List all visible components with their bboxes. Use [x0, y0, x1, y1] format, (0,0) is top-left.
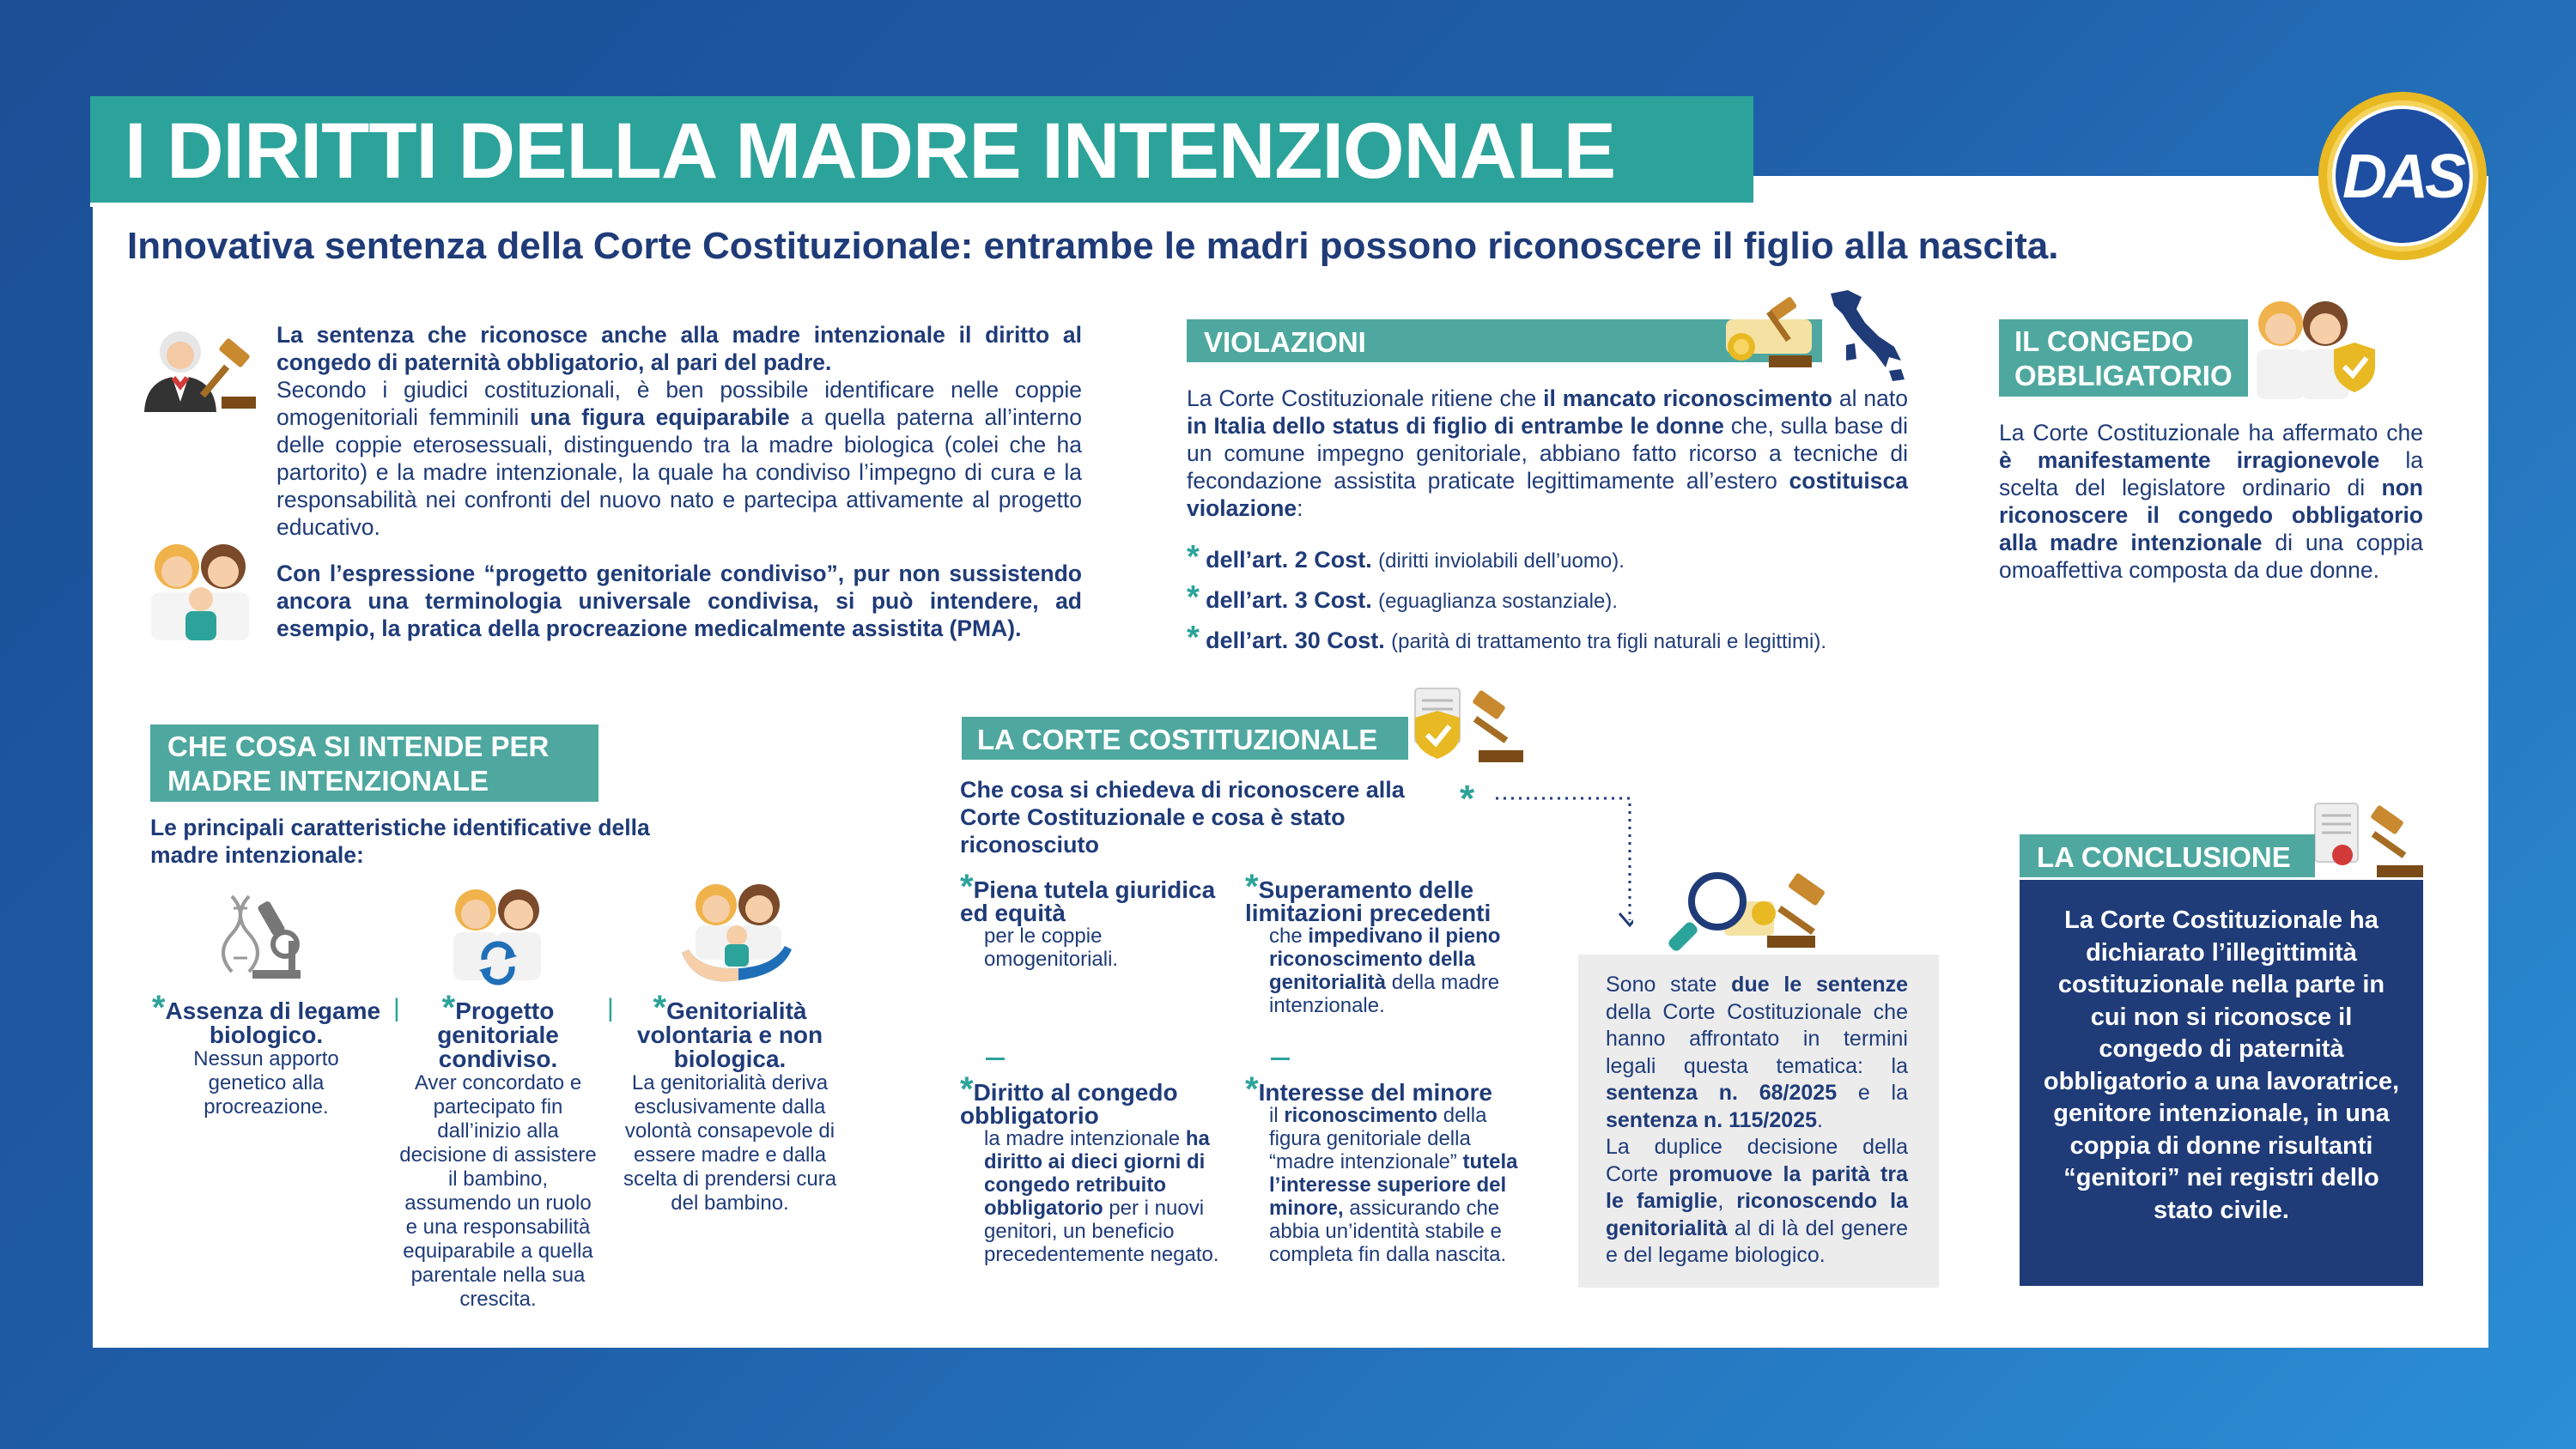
page-title: I DIRITTI DELLA MADRE INTENZIONALE — [125, 107, 1616, 195]
italy-map-icon — [1717, 285, 1911, 386]
conclusione-text: La Corte Costituzionale ha dichiarato l’illegittimità costituzionale nella parte in cui non si riconosce il congedo di paternità obbligatorio a una lavoratrice, genitore intenzionale, in una coppia di donne risultanti “genitori” nei registri dello stato civile. — [2043, 906, 2400, 1224]
two-mothers-child-icon — [146, 537, 256, 640]
corte-item-3: *Diritto al congedo obbligatorio la madre intenzionale ha diritto ai dieci giorni di congedo retribuito obbligatorio per i nuovi genitori, un beneficio precedentemente negato. — [960, 1070, 1219, 1266]
list-item: * dell’art. 3 Cost. (eguaglianza sostanziale). — [1187, 579, 1618, 615]
intende-intro: Le principali caratteristiche identificative della madre intenzionale: — [150, 815, 650, 868]
intende-heading: CHE COSA SI INTENDE PER MADRE INTENZIONALE — [150, 724, 598, 802]
corte-item-4: *Interesse del minore il riconoscimento della figura genitoriale della “madre intenzionale” tutela l’interesse superiore del minore, assicurando che abbia un’identità stabile e completa fin dalla nascita. — [1245, 1070, 1518, 1266]
das-logo — [2317, 90, 2488, 262]
feature-col-2: *Progetto genitoriale condiviso. Aver concordato e partecipato fin dall’inizio alla decisione di assistere il bambino, assumendo un ruolo e una responsabilità equiparabile a quella parentale nella sua crescita. — [399, 989, 597, 1311]
judge-icon — [136, 324, 264, 412]
magnifier-gavel-icon — [1664, 865, 1870, 955]
corte-heading: LA CORTE COSTITUZIONALE — [962, 717, 1408, 760]
violazioni-text: La Corte Costituzionale ritiene che il mancato riconoscimento al nato in Italia dello status di figlio di entrambe le donne che, sulla base di un comune impegno genitoriale, abbiano fatto ricorso a tecniche di fecondazione assistita praticate legittimamente all’estero costituisca violazione: — [1187, 385, 1908, 521]
certificate-gavel-icon — [2308, 798, 2428, 884]
subtitle: Innovativa sentenza della Corte Costituzionale: entrambe le madri possono riconoscere il figlio alla nascita. — [127, 225, 2059, 267]
list-item: * dell’art. 2 Cost. (diritti inviolabili dell’uomo). — [1187, 539, 1625, 575]
sentenze-text: Sono state due le sentenze della Corte Costituzionale che hanno affrontato in termini legali questa tematica: la sentenza n. 68/2025 e la sentenza n. 115/2025. La duplice decisione della Corte promuove la parità tra le famiglie, riconoscendo la genitorialità al di là del genere e del legame biologico. — [1606, 973, 1909, 1267]
microscope-dna-icon — [220, 889, 306, 984]
feature-col-1: *Assenza di legame biologico. Nessun apporto genetico alla procreazione. — [151, 989, 381, 1119]
corte-question: Che cosa si chiedeva di riconoscere alla Corte Costituzionale e cosa è stato riconosciuto — [960, 777, 1405, 858]
mothers-shield-icon — [2250, 296, 2379, 399]
feature-col-3: *Genitorialità volontaria e non biologica. La genitorialità deriva esclusivamente dalla volontà consapevole di essere madre e dalla scelta di prendersi cura del bambino. — [623, 989, 837, 1215]
document-gavel-icon — [1408, 685, 1528, 767]
logo-text: DAS — [2342, 142, 2464, 211]
mothers-cycle-icon — [447, 884, 550, 987]
family-hands-icon — [678, 881, 795, 987]
intro-paragraph-1: La sentenza che riconosce anche alla madre intenzionale il diritto al congedo di paternità obbligatorio, al pari del padre. Secondo i giudici costituzionali, è ben possibile identificare nelle coppie omogenitoriali femminili una figura equiparabile a quella paterna all’interno delle coppie eterosessuali, distinguendo tra la madre biologica (colei che ha partorito) e la madre intenzionale, la quale ha condiviso l’impegno di cura e la responsabilità nei confronti del nuovo nato e partecipa attivamente al progetto educativo. — [276, 322, 1082, 540]
connector-asterisk: * — [1460, 778, 1475, 820]
divider — [986, 1058, 1005, 1060]
congedo-text: La Corte Costituzionale ha affermato che è manifestamente irragionevole la scelta del legislatore ordinario di non riconoscere il congedo obbligatorio alla madre intenzionale di una coppia omoaffettiva composta da due donne. — [1999, 420, 2423, 583]
divider: | — [393, 994, 400, 1022]
violazioni-heading: VIOLAZIONI — [1187, 319, 1822, 362]
list-item: * dell’art. 30 Cost. (parità di trattamento tra figli naturali e legittimi). — [1187, 620, 1826, 656]
divider — [1271, 1058, 1290, 1060]
corte-item-1: *Piena tutela giuridica ed equità per le coppie omogenitoriali. — [960, 868, 1216, 971]
congedo-heading: IL CONGEDO OBBLIGATORIO — [1999, 319, 2248, 397]
violazioni-list — [1187, 539, 1917, 660]
intro-paragraph-2: Con l’espressione “progetto genitoriale condiviso”, pur non sussistendo ancora una terminologia universale condivisa, si può intendere, ad esempio, la pratica della procreazione medicalmente assistita (PMA). — [276, 561, 1082, 641]
conclusione-heading: LA CONCLUSIONE — [2020, 834, 2315, 877]
title-banner — [90, 96, 1753, 207]
divider: | — [607, 994, 614, 1022]
corte-item-2: *Superamento delle limitazioni precedenti che impedivano il pieno riconoscimento della genitorialità della madre intenzionale. — [1245, 868, 1501, 1017]
